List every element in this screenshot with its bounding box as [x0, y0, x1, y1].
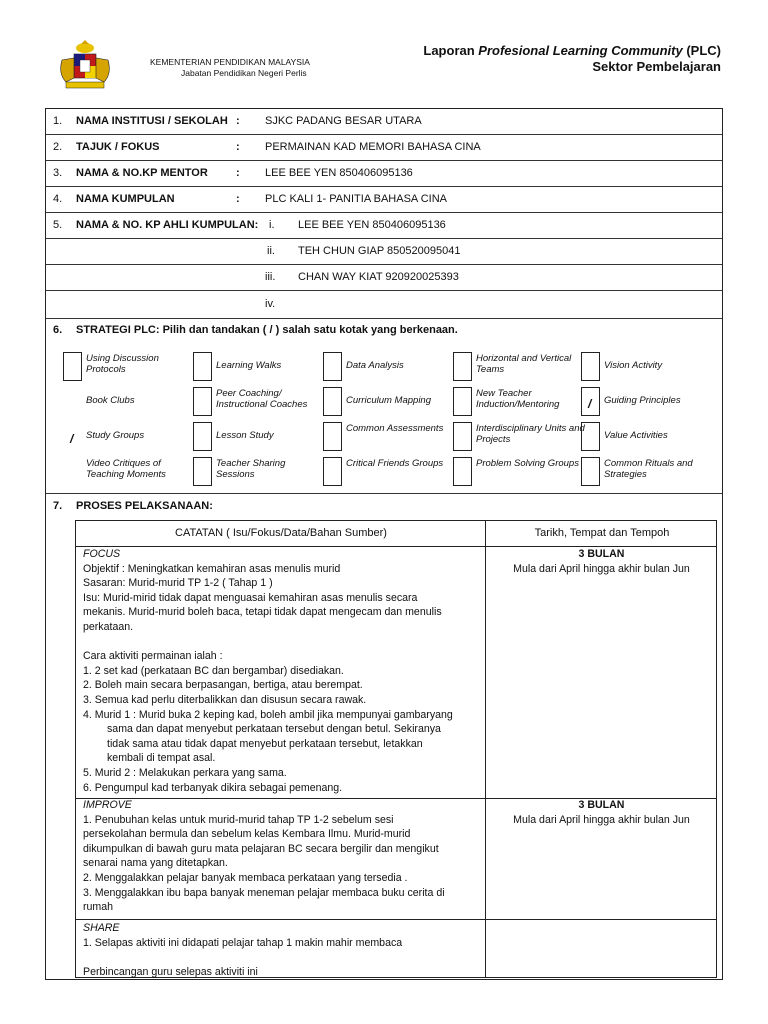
- field-colon: :: [236, 115, 240, 127]
- note-line: 4. Murid 1 : Murid buka 2 keping kad, boleh ambil jika mempunyai gambaryang: [83, 708, 453, 721]
- member-row: [46, 265, 722, 291]
- strategy-option-label: Critical Friends Groups: [346, 458, 444, 469]
- strategy-checkbox[interactable]: [63, 352, 82, 381]
- process-table-header: [76, 521, 716, 547]
- field-label: NAMA & NO.KP MENTOR: [76, 167, 208, 179]
- col-date-header: Tarikh, Tempat dan Tempoh: [534, 527, 670, 539]
- strategy-option[interactable]: [63, 387, 189, 417]
- report-subtitle: Sektor Pembelajaran: [592, 59, 721, 74]
- note-line: Perbincangan guru selepas aktiviti ini: [83, 965, 258, 978]
- strategy-option[interactable]: [581, 457, 707, 487]
- strategy-title: [53, 324, 458, 336]
- member-name: CHAN WAY KIAT 920920025393: [298, 271, 459, 283]
- field-row: [46, 187, 722, 213]
- strategy-option-label: Study Groups: [86, 430, 145, 441]
- strategy-checkbox[interactable]: [193, 422, 212, 451]
- strategy-option-label: New Teacher Induction/Mentoring: [476, 388, 560, 410]
- strategy-option[interactable]: [453, 422, 585, 452]
- col-notes-header: CATATAN ( Isu/Fokus/Data/Bahan Sumber): [175, 527, 387, 539]
- field-row: [46, 161, 722, 187]
- strategy-checkbox[interactable]: [193, 352, 212, 381]
- strategy-option[interactable]: [453, 457, 579, 487]
- strategy-option[interactable]: [63, 457, 189, 487]
- improve-heading: IMPROVE: [83, 799, 132, 811]
- note-line: 1. Penubuhan kelas untuk murid-murid tahap TP 1-2 sebelum sesi: [83, 813, 394, 826]
- note-line: perkataan.: [83, 620, 134, 633]
- strategy-checkbox[interactable]: [323, 387, 342, 416]
- strategy-option-label: Horizontal and Vertical Teams: [476, 353, 572, 375]
- note-line: 1. 2 set kad (perkataan BC dan bergambar) disediakan.: [83, 664, 344, 677]
- member-index: iii.: [265, 271, 276, 283]
- field-colon: :: [236, 167, 240, 179]
- strategy-checkbox[interactable]: [453, 387, 472, 416]
- strategy-option-label: Problem Solving Groups: [476, 458, 579, 469]
- focus-heading: FOCUS: [83, 548, 121, 560]
- note-line: rumah: [83, 901, 114, 914]
- member-name: TEH CHUN GIAP 850520095041: [298, 245, 461, 257]
- strategy-option[interactable]: [581, 422, 707, 452]
- strategy-option-label: Common Assessments: [346, 423, 444, 434]
- strategy-option-label: Video Critiques of Teaching Moments: [86, 458, 166, 480]
- note-line: 2. Boleh main secara berpasangan, bertiga, atau berempat.: [83, 679, 363, 692]
- field-value: LEE BEE YEN 850406095136: [265, 167, 413, 179]
- strategy-option-label: Book Clubs: [86, 395, 135, 406]
- strategy-checkbox[interactable]: [581, 457, 600, 486]
- strategy-option[interactable]: [63, 352, 189, 382]
- note-line: Isu: Murid-mirid tidak dapat menguasai kemahiran asas menulis secara: [83, 591, 418, 604]
- strategy-checkbox[interactable]: [193, 457, 212, 486]
- note-line: tidak sama atau tidak dapat menyebut perkataan tersebut, letakkan: [107, 737, 423, 750]
- note-line: mekanis. Murid-murid boleh baca, tetapi tidak dapat mengecam dan menulis: [83, 606, 442, 619]
- strategy-option[interactable]: [323, 422, 449, 452]
- focus-period: Mula dari April hingga akhir bulan Jun: [513, 562, 690, 575]
- improve-duration: 3 BULAN: [578, 799, 625, 811]
- share-heading: SHARE: [83, 922, 120, 934]
- members-label: NAMA & NO. KP AHLI KUMPULAN:: [76, 219, 259, 231]
- share-lines: [83, 936, 481, 980]
- section-divider: [46, 493, 722, 494]
- strategy-option-label: Peer Coaching/ Instructional Coaches: [216, 388, 308, 410]
- strategy-checkbox[interactable]: [453, 352, 472, 381]
- strategy-option[interactable]: [193, 457, 319, 487]
- row-divider: [76, 919, 716, 920]
- section-number: 7.: [53, 500, 63, 512]
- coat-of-arms-logo: [54, 40, 116, 92]
- strategy-tick-mark: /: [70, 432, 74, 446]
- strategy-option[interactable]: [193, 422, 319, 452]
- title-prefix: Laporan: [423, 43, 479, 58]
- note-line: 1. Selapas aktiviti ini didapati pelajar tahap 1 makin mahir membaca: [83, 936, 403, 949]
- strategy-checkbox[interactable]: [323, 422, 342, 451]
- focus-timing: [487, 547, 716, 576]
- strategy-option-label: Value Activities: [604, 430, 668, 441]
- note-line: [83, 635, 481, 650]
- member-row: [46, 291, 722, 319]
- improve-lines: [83, 813, 481, 915]
- field-row: [46, 135, 722, 161]
- report-title: [423, 43, 721, 75]
- improve-timing: [487, 798, 716, 827]
- department-name: Jabatan Pendidikan Negeri Perlis: [181, 68, 307, 78]
- improve-period: Mula dari April hingga akhir bulan Jun: [513, 813, 690, 826]
- strategy-option[interactable]: [193, 387, 319, 417]
- strategy-option[interactable]: [453, 352, 579, 382]
- field-number: 1.: [53, 115, 63, 127]
- note-line: sama dan dapat menyebut perkataan tersebut dengan betul. Sekiranya: [107, 723, 441, 736]
- field-number: 3.: [53, 167, 63, 179]
- member-row: [46, 213, 722, 239]
- note-line: 2. Menggalakkan pelajar banyak membaca perkataan yang tersedia .: [83, 871, 408, 884]
- field-value: PERMAINAN KAD MEMORI BAHASA CINA: [265, 141, 481, 153]
- note-line: 3. Menggalakkan ibu bapa banyak meneman pelajar membaca buku cerita di: [83, 886, 445, 899]
- field-label: TAJUK / FOKUS: [76, 141, 160, 153]
- title-suffix: (PLC): [682, 43, 721, 58]
- process-heading: PROSES PELAKSANAAN:: [76, 500, 213, 512]
- strategy-option[interactable]: [63, 422, 189, 452]
- strategy-checkbox[interactable]: [453, 422, 472, 451]
- strategy-option-label: Guiding Principles: [604, 395, 681, 406]
- strategy-checkbox[interactable]: [581, 422, 600, 451]
- strategy-option-label: Using Discussion Protocols: [86, 353, 159, 375]
- field-number: 5.: [53, 219, 63, 231]
- note-line: 3. Semua kad perlu diterbalikkan dan disusun secara rawak.: [83, 693, 367, 706]
- note-line: 6. Pengumpul kad terbanyak dikira sebagai pemenang.: [83, 781, 343, 794]
- note-line: Objektif : Meningkatkan kemahiran asas menulis murid: [83, 562, 341, 575]
- note-line: persekolahan bermula dan sebelum kelas Kembara Ilmu. Murid-murid: [83, 828, 411, 841]
- strategy-option-label: Teacher Sharing Sessions: [216, 458, 286, 480]
- field-label: NAMA KUMPULAN: [76, 193, 175, 205]
- strategy-option[interactable]: [193, 352, 319, 382]
- field-value: SJKC PADANG BESAR UTARA: [265, 115, 422, 127]
- strategy-checkbox[interactable]: [581, 352, 600, 381]
- note-line: Sasaran: Murid-murid TP 1-2 ( Tahap 1 ): [83, 577, 273, 590]
- column-divider: [485, 521, 486, 977]
- ministry-name: KEMENTERIAN PENDIDIKAN MALAYSIA: [150, 57, 310, 67]
- strategy-checkbox[interactable]: [193, 387, 212, 416]
- process-title: [53, 500, 213, 512]
- process-table: [75, 520, 717, 978]
- strategy-option[interactable]: [323, 457, 449, 487]
- strategy-option-label: Common Rituals and Strategies: [604, 458, 693, 480]
- strategy-instruction: STRATEGI PLC: Pilih dan tandakan ( / ) salah satu kotak yang berkenaan.: [76, 324, 458, 336]
- member-index: ii.: [267, 245, 275, 257]
- strategy-option[interactable]: [323, 352, 449, 382]
- note-line: Cara aktiviti permainan ialah :: [83, 650, 223, 663]
- share-cell: [83, 921, 481, 979]
- strategy-option-label: Learning Walks: [216, 360, 282, 371]
- focus-lines: [83, 562, 481, 796]
- strategy-option-label: Lesson Study: [216, 430, 274, 441]
- strategy-option[interactable]: [323, 387, 449, 417]
- strategy-checkbox[interactable]: [323, 457, 342, 486]
- field-colon: :: [236, 141, 240, 153]
- member-index: iv.: [265, 298, 276, 310]
- field-number: 2.: [53, 141, 63, 153]
- field-value: PLC KALI 1- PANITIA BAHASA CINA: [265, 193, 447, 205]
- note-line: senarai nama yang ditetapkan.: [83, 857, 228, 870]
- strategy-checkbox[interactable]: [323, 352, 342, 381]
- ministry-block: [150, 57, 310, 79]
- focus-duration: 3 BULAN: [578, 548, 625, 560]
- strategy-option[interactable]: [581, 352, 707, 382]
- strategy-option[interactable]: [581, 387, 707, 417]
- field-number: 4.: [53, 193, 63, 205]
- strategy-option-label: Interdisciplinary Units and Projects: [476, 423, 585, 445]
- note-line: [83, 950, 481, 965]
- strategy-tick-mark: /: [588, 397, 592, 411]
- member-row: [46, 239, 722, 265]
- strategy-option-label: Data Analysis: [346, 360, 404, 371]
- field-label: NAMA INSTITUSI / SEKOLAH: [76, 115, 228, 127]
- note-line: dikumpulkan di bawah guru mata pelajaran BC secara bergilir dan mengikut: [83, 842, 439, 855]
- section-number: 6.: [53, 324, 63, 336]
- focus-cell: [83, 547, 481, 795]
- report-form: [45, 108, 723, 980]
- title-italic: Profesional Learning Community: [478, 43, 683, 58]
- improve-cell: [83, 798, 481, 915]
- member-index: i.: [269, 219, 275, 231]
- strategy-option-label: Curriculum Mapping: [346, 395, 432, 406]
- note-line: kembali di tempat asal.: [107, 752, 216, 765]
- strategy-checkbox[interactable]: [63, 387, 80, 414]
- strategy-checkbox[interactable]: [453, 457, 472, 486]
- strategy-checkbox[interactable]: [63, 457, 80, 484]
- strategy-option[interactable]: [453, 387, 579, 417]
- note-line: 5. Murid 2 : Melakukan perkara yang sama.: [83, 766, 287, 779]
- strategy-option-label: Vision Activity: [604, 360, 663, 371]
- field-row: [46, 109, 722, 135]
- member-name: LEE BEE YEN 850406095136: [298, 219, 446, 231]
- field-colon: :: [236, 193, 240, 205]
